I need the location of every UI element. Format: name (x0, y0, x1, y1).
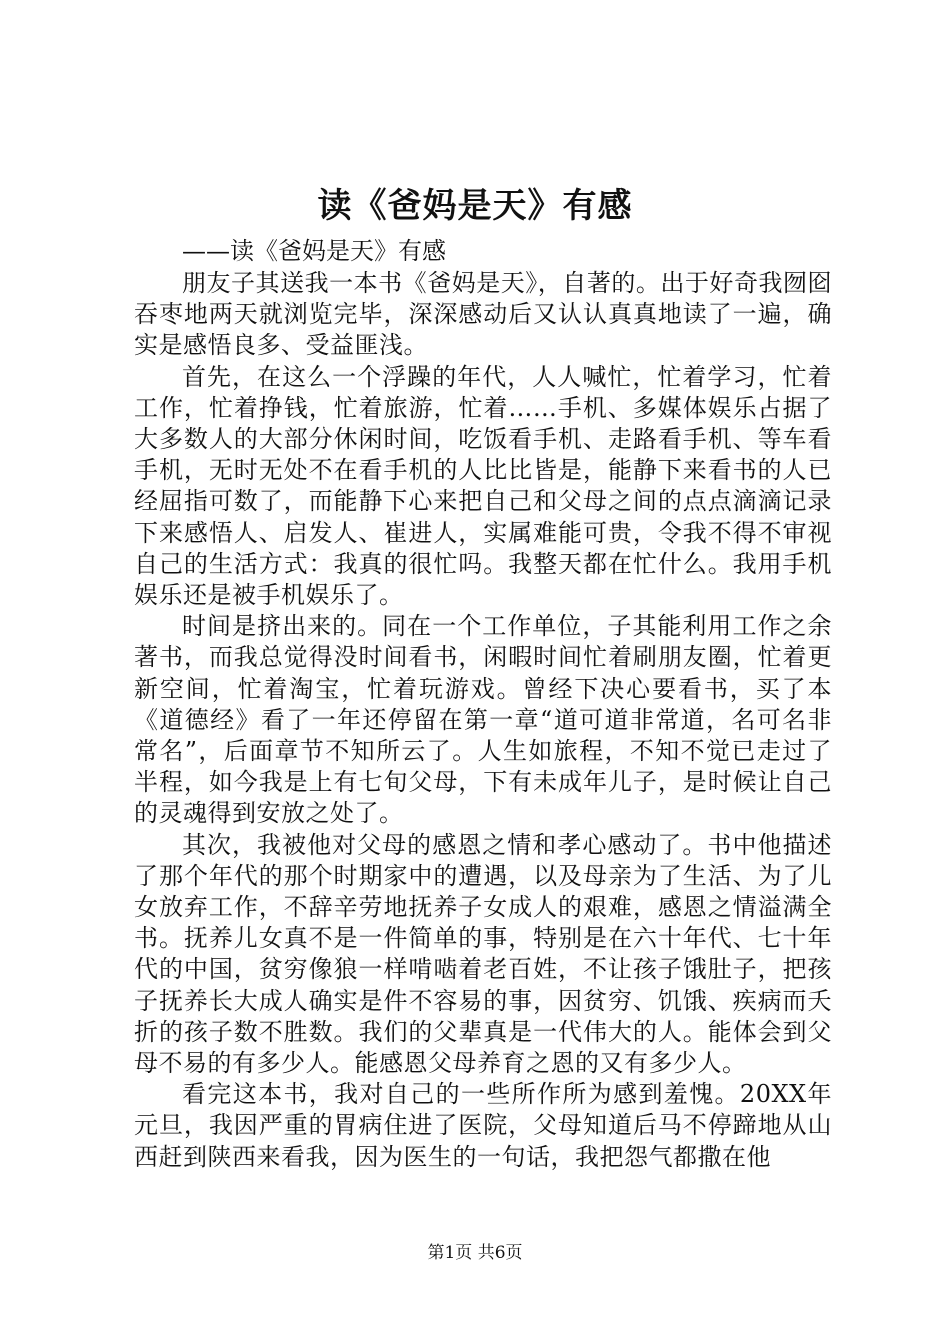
page-number-footer: 第1页 共6页 (427, 1243, 523, 1263)
paragraph: 看完这本书，我对自己的一些所作所为感到羞愧。20XX年元旦，我因严重的胃病住进了医院，父母知道后马不停蹄地从山西赶到陕西来看我，因为医生的一句话，我把怨气都撒在他 (134, 1080, 832, 1171)
paragraph: 其次，我被他对父母的感恩之情和孝心感动了。书中他描述了那个年代的那个时期家中的遭遇，以及母亲为了生活、为了儿女放弃工作，不辞辛劳地抚养子女成人的艰难，感恩之情溢满全书。抚养儿女真不是一件简单的事，特别是在六十年代、七十年代的中国，贫穷像狼一样啃啮着老百姓，不让孩子饿肚子，把孩子抚养长大成人确实是件不容易的事，因贫穷、饥饿、疾病而夭折的孩子数不胜数。我们的父辈真是一代伟大的人。能体会到父母不易的有多少人。能感恩父母养育之恩的又有多少人。 (134, 830, 832, 1078)
document-subtitle: ——读《爸妈是天》有感 (182, 237, 446, 265)
document-title: 读《爸妈是天》有感 (317, 186, 633, 226)
paragraph: 朋友子其送我一本书《爸妈是天》，自著的。出于好奇我囫囵吞枣地两天就浏览完毕，深深感动后又认认真真地读了一遍，确实是感悟良多、受益匪浅。 (134, 269, 832, 360)
paragraph: 时间是挤出来的。同在一个工作单位，子其能利用工作之余著书，而我总觉得没时间看书，闲暇时间忙着刷朋友圈，忙着更新空间，忙着淘宝，忙着玩游戏。曾经下决心要看书，买了本《道德经》看了一年还停留在第一章“道可道非常道，名可名非常名”，后面章节不知所云了。人生如旅程，不知不觉已走过了半程，如今我是上有七旬父母，下有未成年儿子，是时候让自己的灵魂得到安放之处了。 (134, 612, 832, 828)
document-body (134, 268, 832, 1173)
paragraph: 首先，在这么一个浮躁的年代，人人喊忙，忙着学习，忙着工作，忙着挣钱，忙着旅游，忙着……手机、多媒体娱乐占据了大多数人的大部分休闲时间，吃饭看手机、走路看手机、等车看手机，无时无处不在看手机的人比比皆是，能静下来看书的人已经屈指可数了，而能静下心来把自己和父母之间的点点滴滴记录下来感悟人、启发人、崔进人，实属难能可贵，令我不得不审视自己的生活方式：我真的很忙吗。我整天都在忙什么。我用手机娱乐还是被手机娱乐了。 (134, 362, 832, 610)
